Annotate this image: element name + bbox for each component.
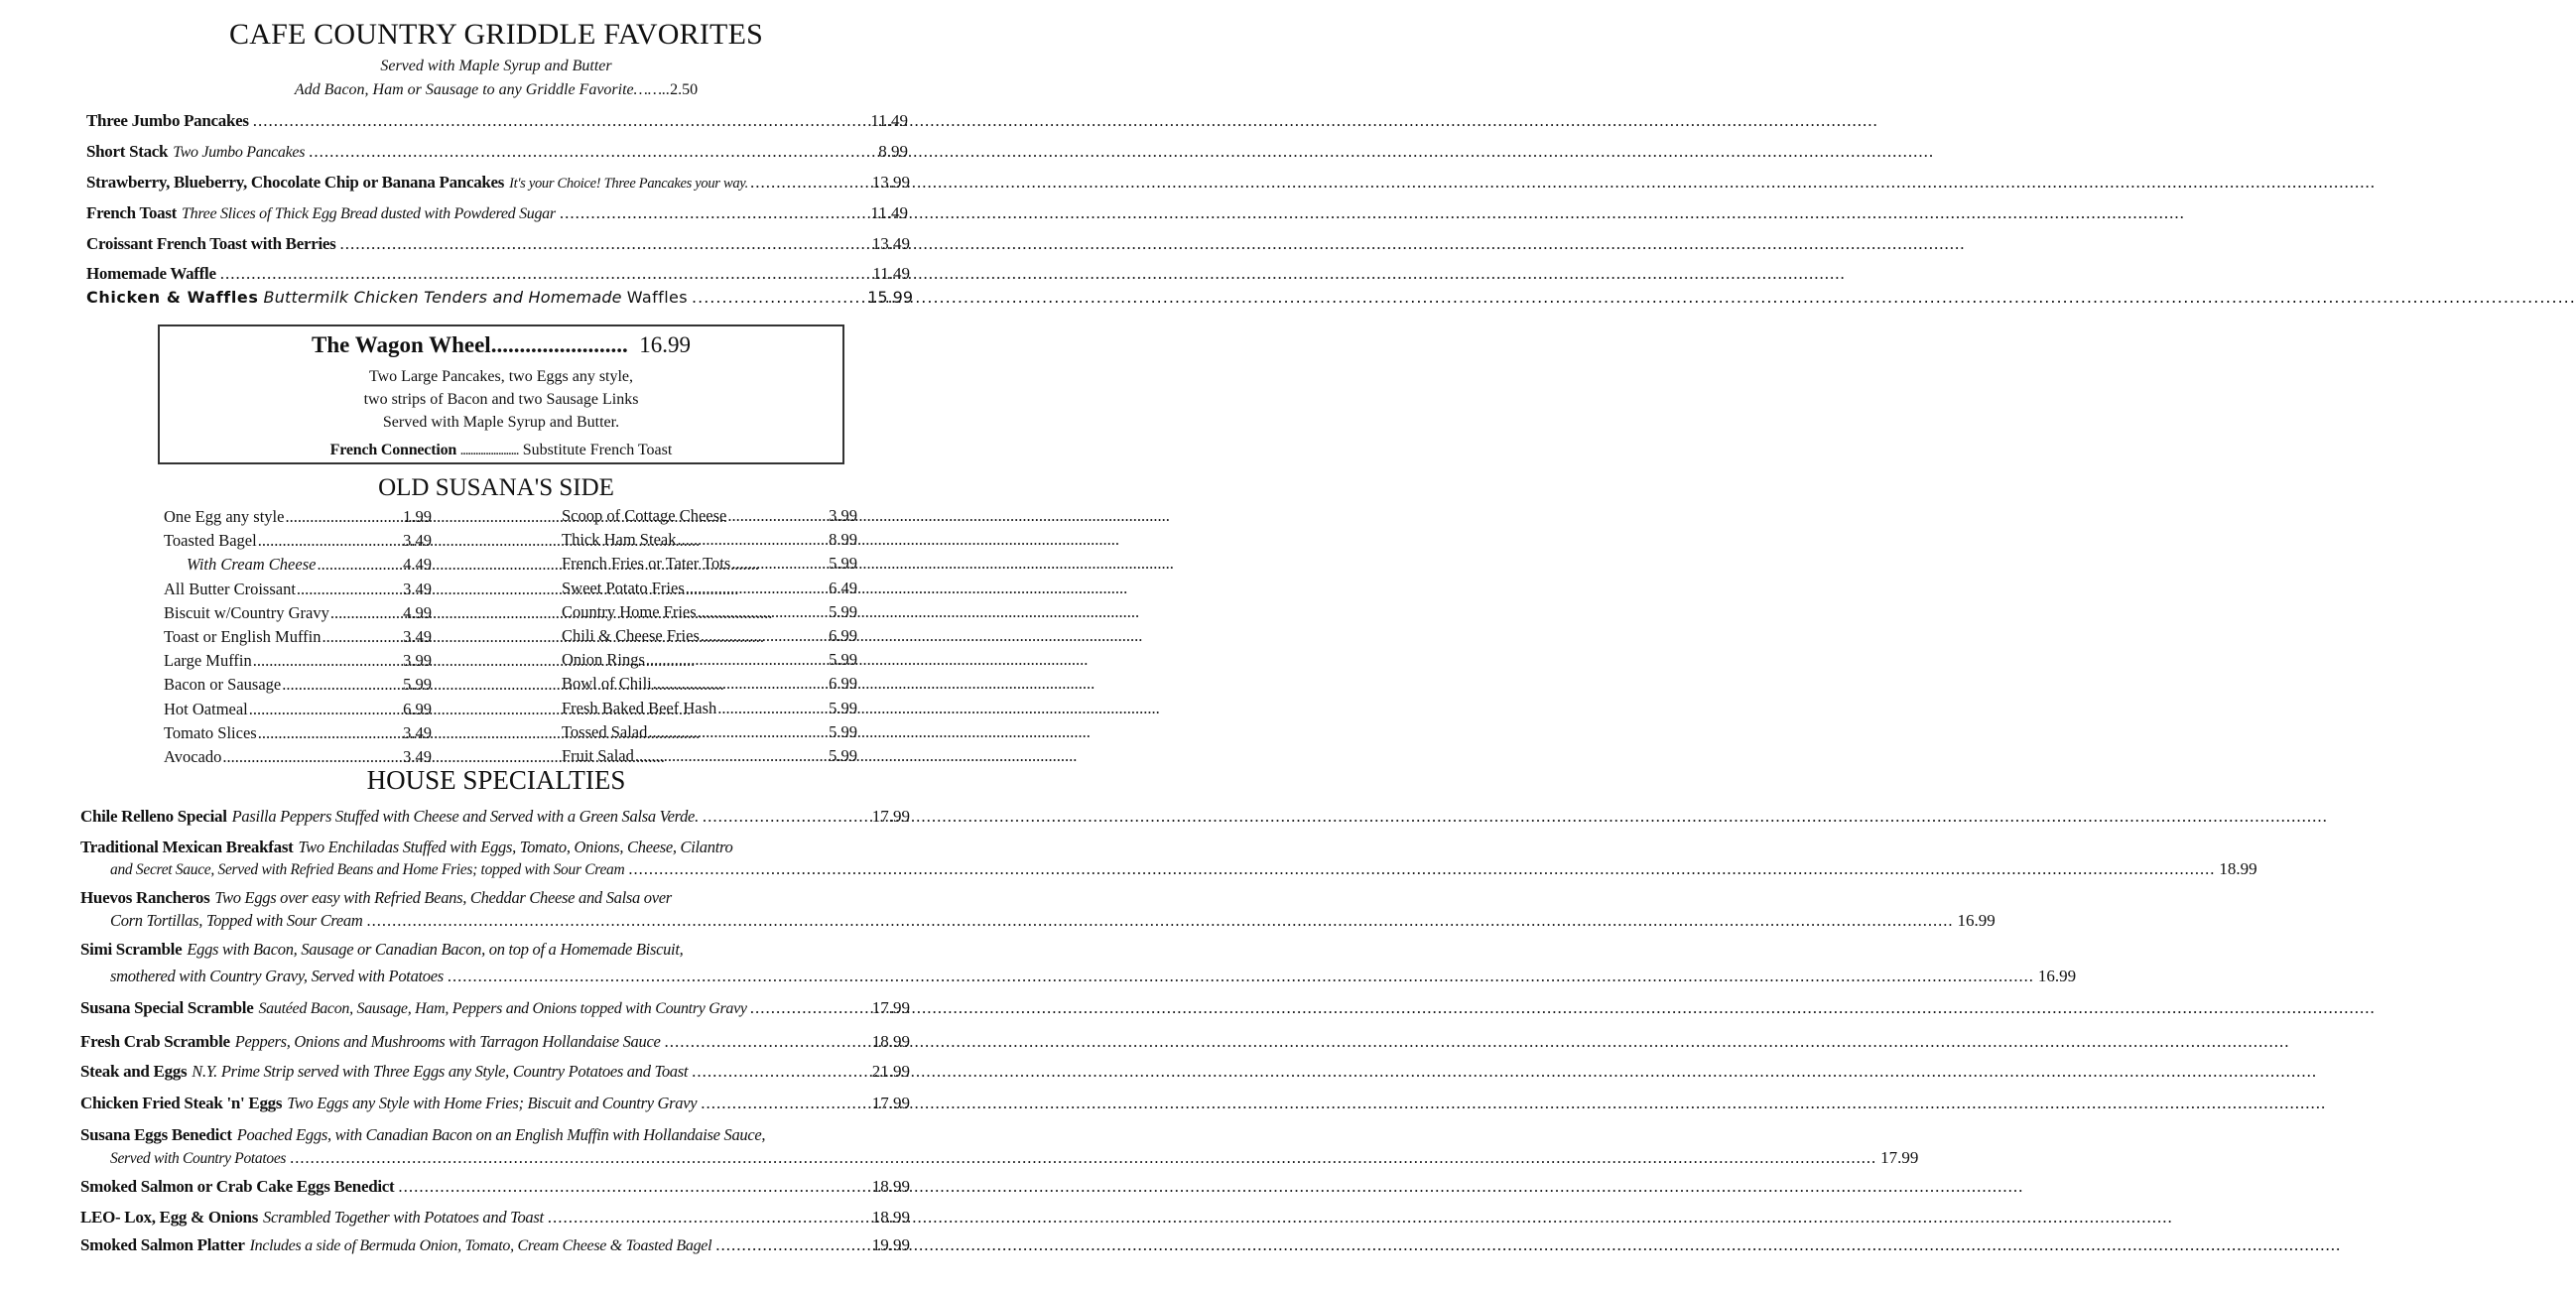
side-item-name: Scoop of Cottage Cheese xyxy=(562,506,727,525)
addon-price: 2.50 xyxy=(670,81,699,98)
item-price: 18.99 xyxy=(871,1032,910,1051)
leader-dots xyxy=(253,111,867,131)
item-name: Chile Relleno Special xyxy=(80,807,227,826)
leader-dots xyxy=(750,173,870,193)
leader-dots xyxy=(701,626,828,646)
side-item-price: 3.99 xyxy=(829,506,857,525)
addon-note xyxy=(0,81,992,99)
item-description: Sautéed Bacon, Sausage, Ham, Peppers and Onions topped with Country Gravy xyxy=(258,1000,747,1017)
side-item-price: 3.49 xyxy=(403,722,432,742)
side-item-name: Bacon or Sausage xyxy=(164,675,282,695)
item-name: Simi Scramble xyxy=(80,940,183,959)
leader-dots: ....................... xyxy=(460,446,519,457)
leader-dots: ........................ xyxy=(490,332,628,357)
side-item xyxy=(562,506,857,526)
leader-dots xyxy=(339,234,867,254)
page-title: CAFE COUNTRY GRIDDLE FAVORITES xyxy=(229,18,763,51)
side-item-price: 3.49 xyxy=(403,531,432,551)
item-description: Scrambled Together with Potatoes and Toast xyxy=(263,1208,544,1227)
side-item xyxy=(164,747,432,767)
side-item xyxy=(562,530,857,550)
leader-dots xyxy=(715,1235,868,1255)
item-name: Strawberry, Blueberry, Chocolate Chip or Banana Pancakes xyxy=(86,173,505,192)
menu-item xyxy=(80,838,910,857)
item-description-continued: smothered with Country Gravy, Served with Potatoes xyxy=(110,967,444,985)
side-item-name: All Butter Croissant xyxy=(164,579,296,598)
wagon-wheel-name: The Wagon Wheel xyxy=(312,332,491,357)
wagon-wheel-title xyxy=(160,332,842,358)
leader-dots xyxy=(648,722,828,742)
side-item-price: 6.99 xyxy=(829,626,857,645)
side-item-price: 5.99 xyxy=(829,601,857,621)
item-name: Susana Eggs Benedict xyxy=(80,1125,232,1144)
side-item-price: 6.99 xyxy=(829,674,857,694)
item-price: 11.49 xyxy=(872,264,910,283)
item-description: Includes a side of Bermuda Onion, Tomato, Cream Cheese & Toasted Bagel xyxy=(249,1237,712,1254)
leader-dots xyxy=(628,859,2215,879)
item-description: It's your Choice! Three Pancakes your way. xyxy=(509,176,748,192)
item-price: 17.99 xyxy=(871,807,910,826)
leader-dots xyxy=(750,998,869,1018)
menu-item xyxy=(80,1094,910,1113)
menu-item xyxy=(80,1125,910,1145)
side-item-name: Bowl of Chili xyxy=(562,674,652,694)
leader-dots xyxy=(309,142,874,162)
menu-item xyxy=(86,264,910,284)
side-item-name: French Fries or Tater Tots xyxy=(562,554,731,574)
side-item xyxy=(164,580,432,599)
item-name: Short Stack xyxy=(86,142,169,161)
side-item-name: Country Home Fries xyxy=(562,601,697,621)
item-price: 13.99 xyxy=(871,173,910,192)
leader-dots xyxy=(560,203,867,223)
side-item xyxy=(562,674,857,694)
side-item xyxy=(164,627,432,647)
side-item xyxy=(562,699,857,718)
item-name: Homemade Waffle xyxy=(86,264,216,283)
item-price: 8.99 xyxy=(878,142,908,161)
item-name: Susana Special Scramble xyxy=(80,998,254,1017)
side-item xyxy=(187,555,432,575)
leader-dots xyxy=(703,807,868,827)
leader-dots xyxy=(677,530,828,550)
leader-dots xyxy=(653,674,828,694)
menu-item xyxy=(86,288,913,307)
leader-dots xyxy=(258,531,402,551)
side-item-price: 3.49 xyxy=(403,747,432,766)
side-item xyxy=(164,651,432,671)
side-item-price: 5.99 xyxy=(829,554,857,574)
leader-dots xyxy=(253,651,402,671)
item-name: Smoked Salmon Platter xyxy=(80,1235,245,1254)
side-item xyxy=(562,554,857,574)
side-item-name: One Egg any style xyxy=(164,507,285,526)
item-description: Poached Eggs, with Canadian Bacon on an English Muffin with Hollandaise Sauce, xyxy=(236,1125,766,1144)
item-description: Two Eggs any Style with Home Fries; Biscuit and Country Gravy xyxy=(287,1094,698,1112)
item-price: 13.49 xyxy=(871,234,910,253)
side-item xyxy=(562,722,857,742)
item-name: Huevos Rancheros xyxy=(80,888,210,907)
wagon-wheel-price: 16.99 xyxy=(639,332,691,357)
item-price: 16.99 xyxy=(1957,911,1996,930)
item-price: 19.99 xyxy=(871,1235,910,1254)
item-name: Three Jumbo Pancakes xyxy=(86,111,249,130)
side-item-price: 5.99 xyxy=(829,650,857,670)
menu-item-continuation xyxy=(110,911,1996,931)
item-description: Two Enchiladas Stuffed with Eggs, Tomato, Onions, Cheese, Cilantro xyxy=(298,838,733,856)
item-price: 17.99 xyxy=(1880,1148,1919,1167)
side-item-name: Toasted Bagel xyxy=(164,531,257,551)
sides-title: OLD SUSANA'S SIDE xyxy=(378,474,614,501)
leader-dots xyxy=(692,288,863,307)
leader-dots xyxy=(698,602,828,622)
side-item-price: 8.99 xyxy=(829,530,857,550)
item-description-continued: and Secret Sauce, Served with Refried Beans and Home Fries; topped with Sour Cream xyxy=(110,861,625,878)
specialties-title: HOUSE SPECIALTIES xyxy=(366,765,626,795)
leader-dots xyxy=(258,723,402,743)
side-item xyxy=(562,579,857,598)
item-price: 11.49 xyxy=(870,111,908,130)
side-item-price: 4.99 xyxy=(403,602,432,622)
side-item-name: Hot Oatmeal xyxy=(164,699,248,718)
side-item-name: Biscuit w/Country Gravy xyxy=(164,602,329,622)
leader-dots xyxy=(290,1148,1876,1168)
side-item-name: Tomato Slices xyxy=(164,722,257,742)
item-price: 21.99 xyxy=(871,1062,910,1081)
side-item xyxy=(164,723,432,743)
leader-dots xyxy=(686,579,828,598)
item-description-tail: Waffles xyxy=(626,288,689,307)
item-description: Two Eggs over easy with Refried Beans, Cheddar Cheese and Salsa over xyxy=(214,888,672,907)
side-item-price: 3.49 xyxy=(403,579,432,598)
item-description: Eggs with Bacon, Sausage or Canadian Bacon, on top of a Homemade Biscuit, xyxy=(187,940,684,959)
side-item-price: 1.99 xyxy=(403,507,432,526)
side-item xyxy=(164,700,432,719)
side-item-name: Onion Rings xyxy=(562,650,645,670)
item-name: French Toast xyxy=(86,203,178,222)
leader-dots xyxy=(322,627,403,647)
menu-item xyxy=(86,203,908,223)
menu-item xyxy=(86,142,908,162)
menu-item xyxy=(80,888,910,908)
menu-item xyxy=(80,998,910,1018)
leader-dots xyxy=(665,1032,868,1052)
item-description: Three Slices of Thick Egg Bread dusted with Powdered Sugar xyxy=(182,205,556,222)
item-price: 11.49 xyxy=(870,203,908,222)
item-description: Peppers, Onions and Mushrooms with Tarragon Hollandaise Sauce xyxy=(234,1032,661,1051)
side-item-name: Large Muffin xyxy=(164,651,252,671)
side-item-name: Fresh Baked Beef Hash xyxy=(562,698,717,717)
side-item-name: Toast or English Muffin xyxy=(164,627,322,646)
item-name: Chicken Fried Steak 'n' Eggs xyxy=(80,1094,283,1112)
side-item-name: Chili & Cheese Fries xyxy=(562,626,700,645)
menu-item xyxy=(86,234,910,254)
leader-dots xyxy=(249,700,402,719)
side-item xyxy=(164,531,432,551)
item-name: Steak and Eggs xyxy=(80,1062,188,1081)
item-description: Buttermilk Chicken Tenders and Homemade xyxy=(263,288,622,307)
side-item-price: 6.49 xyxy=(829,578,857,597)
leader-dots xyxy=(222,747,402,767)
french-connection xyxy=(160,442,842,459)
side-item-name: Tossed Salad xyxy=(562,721,648,741)
leader-dots xyxy=(285,507,402,527)
side-item-name: Sweet Potato Fries xyxy=(562,578,685,597)
menu-item xyxy=(80,940,910,960)
side-item-name: With Cream Cheese xyxy=(187,555,317,575)
side-item-price: 5.99 xyxy=(829,698,857,717)
leader-dots xyxy=(548,1208,868,1228)
side-item-price: 5.99 xyxy=(829,721,857,741)
side-item xyxy=(562,602,857,622)
item-name: Smoked Salmon or Crab Cake Eggs Benedict xyxy=(80,1177,395,1196)
leader-dots xyxy=(297,580,402,599)
addon-dots: …….. xyxy=(633,81,671,98)
french-connection-label: French Connection xyxy=(329,442,457,458)
wagon-wheel-line: Two Large Pancakes, two Eggs any style, xyxy=(368,368,634,385)
wagon-wheel-line: Served with Maple Syrup and Butter. xyxy=(382,414,620,431)
side-item-price: 3.49 xyxy=(403,627,432,646)
menu-item xyxy=(80,1235,910,1255)
item-description: Pasilla Peppers Stuffed with Cheese and Served with a Green Salsa Verde. xyxy=(231,807,699,826)
item-description: N.Y. Prime Strip served with Three Eggs any Style, Country Potatoes and Toast xyxy=(192,1062,689,1081)
leader-dots xyxy=(317,555,402,575)
item-price: 18.99 xyxy=(871,1177,910,1196)
menu-item-continuation xyxy=(110,859,2257,879)
leader-dots xyxy=(448,967,2034,986)
side-item-name: Fruit Salad xyxy=(562,746,634,765)
leader-dots xyxy=(692,1062,868,1082)
leader-dots xyxy=(367,911,1954,931)
menu-item xyxy=(80,807,910,827)
item-name: Traditional Mexican Breakfast xyxy=(80,838,294,856)
leader-dots xyxy=(701,1094,867,1113)
side-item-price: 3.99 xyxy=(403,651,432,671)
item-description-continued: Corn Tortillas, Topped with Sour Cream xyxy=(110,911,363,930)
side-item-name: Thick Ham Steak xyxy=(562,530,677,550)
side-item xyxy=(164,675,432,695)
side-item xyxy=(562,626,857,646)
side-item xyxy=(562,650,857,670)
side-item xyxy=(562,746,857,766)
french-connection-text: Substitute French Toast xyxy=(522,442,673,458)
side-item-name: Avocado xyxy=(164,747,222,766)
item-price: 16.99 xyxy=(2037,967,2077,985)
leader-dots xyxy=(717,699,828,718)
side-item-price: 5.99 xyxy=(829,746,857,765)
addon-text: Add Bacon, Ham or Sausage to any Griddle Favorite xyxy=(294,81,634,98)
leader-dots xyxy=(646,650,828,670)
item-name: LEO- Lox, Egg & Onions xyxy=(80,1208,259,1227)
item-description: Two Jumbo Pancakes xyxy=(173,144,306,161)
item-price: 18.99 xyxy=(2219,859,2257,878)
menu-item xyxy=(80,1177,910,1197)
wagon-wheel-box xyxy=(158,324,844,464)
side-item-price: 5.99 xyxy=(403,675,432,695)
menu-item-continuation xyxy=(110,967,2077,986)
menu-item xyxy=(80,1062,910,1082)
leader-dots xyxy=(220,264,869,284)
leader-dots xyxy=(731,554,828,574)
menu-item xyxy=(86,111,908,131)
leader-dots xyxy=(282,675,402,695)
leader-dots xyxy=(635,746,828,766)
menu-item xyxy=(80,1208,910,1228)
side-item xyxy=(164,507,432,527)
menu-item xyxy=(80,1032,910,1052)
side-item-price: 6.99 xyxy=(403,699,432,718)
side-item-price: 4.49 xyxy=(403,555,432,575)
item-name: Chicken & Waffles xyxy=(86,288,259,307)
menu-item-continuation xyxy=(110,1148,1919,1168)
leader-dots xyxy=(398,1177,867,1197)
item-name: Croissant French Toast with Berries xyxy=(86,234,336,253)
item-name: Fresh Crab Scramble xyxy=(80,1032,230,1051)
item-price: 15.99 xyxy=(867,288,913,307)
item-description-continued: Served with Country Potatoes xyxy=(110,1150,287,1167)
page-subtitle: Served with Maple Syrup and Butter xyxy=(380,58,612,74)
item-price: 18.99 xyxy=(871,1208,910,1227)
leader-dots xyxy=(727,506,828,526)
menu-item xyxy=(86,173,910,193)
wagon-wheel-line: two strips of Bacon and two Sausage Links xyxy=(363,391,639,408)
item-price: 17.99 xyxy=(871,998,910,1017)
item-price: 17.99 xyxy=(871,1094,910,1112)
leader-dots xyxy=(330,603,402,623)
side-item xyxy=(164,603,432,623)
